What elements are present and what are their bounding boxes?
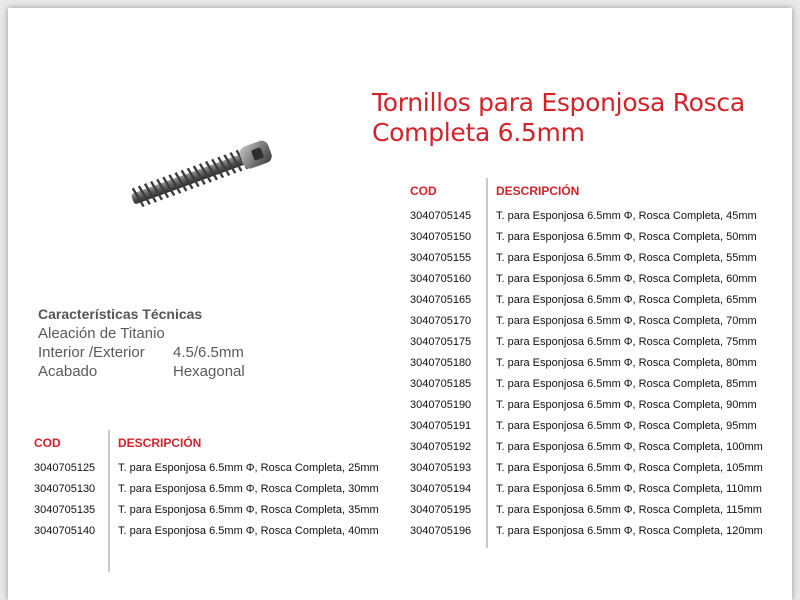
product-code: 3040705145 (410, 210, 472, 222)
product-description: T. para Esponjosa 6.5mm Φ, Rosca Completa, 85mm (496, 378, 757, 390)
material-value: Aleación de Titanio (38, 325, 165, 342)
column-divider (486, 178, 488, 548)
product-description: T. para Esponjosa 6.5mm Φ, Rosca Completa, 80mm (496, 357, 757, 369)
product-description: T. para Esponjosa 6.5mm Φ, Rosca Completa, 115mm (496, 504, 762, 516)
spec-value: 4.5/6.5mm (173, 344, 244, 361)
page-title: Tornillos para Esponjosa Rosca Completa 6.5mm (372, 88, 745, 147)
product-description: T. para Esponjosa 6.5mm Φ, Rosca Completa, 60mm (496, 273, 757, 285)
screw-image (116, 134, 286, 214)
product-description: T. para Esponjosa 6.5mm Φ, Rosca Completa, 30mm (118, 483, 379, 495)
product-description: T. para Esponjosa 6.5mm Φ, Rosca Completa, 55mm (496, 252, 757, 264)
product-description: T. para Esponjosa 6.5mm Φ, Rosca Completa, 75mm (496, 336, 757, 348)
product-description: T. para Esponjosa 6.5mm Φ, Rosca Completa, 70mm (496, 315, 757, 327)
technical-specs (38, 306, 245, 381)
product-code: 3040705180 (410, 357, 472, 369)
spec-value: Hexagonal (173, 363, 245, 380)
product-code: 3040705192 (410, 441, 472, 453)
spec-label: Acabado (38, 363, 98, 380)
header-code: COD (410, 184, 437, 198)
product-code: 3040705125 (34, 462, 96, 474)
product-code: 3040705191 (410, 420, 472, 432)
specs-row (38, 362, 245, 381)
product-code: 3040705170 (410, 315, 472, 327)
spec-label: Interior /Exterior (38, 344, 145, 361)
product-description: T. para Esponjosa 6.5mm Φ, Rosca Completa, 50mm (496, 231, 757, 243)
product-description: T. para Esponjosa 6.5mm Φ, Rosca Completa, 120mm (496, 525, 763, 537)
product-description: T. para Esponjosa 6.5mm Φ, Rosca Completa, 65mm (496, 294, 757, 306)
header-description: DESCRIPCIÓN (118, 436, 202, 450)
header-description: DESCRIPCIÓN (496, 184, 580, 198)
product-code: 3040705185 (410, 378, 472, 390)
product-description: T. para Esponjosa 6.5mm Φ, Rosca Completa, 100mm (496, 441, 763, 453)
product-code: 3040705193 (410, 462, 472, 474)
product-description: T. para Esponjosa 6.5mm Φ, Rosca Completa, 25mm (118, 462, 379, 474)
product-code: 3040705190 (410, 399, 472, 411)
specs-row (38, 343, 245, 362)
product-description: T. para Esponjosa 6.5mm Φ, Rosca Completa, 35mm (118, 504, 379, 516)
specs-heading: Características Técnicas (38, 306, 203, 322)
product-code: 3040705155 (410, 252, 472, 264)
product-description: T. para Esponjosa 6.5mm Φ, Rosca Completa, 110mm (496, 483, 762, 495)
product-description: T. para Esponjosa 6.5mm Φ, Rosca Completa, 95mm (496, 420, 757, 432)
product-description: T. para Esponjosa 6.5mm Φ, Rosca Completa, 105mm (496, 462, 763, 474)
specs-material (38, 324, 245, 343)
product-code: 3040705135 (34, 504, 96, 516)
header-code: COD (34, 436, 61, 450)
product-code: 3040705150 (410, 231, 472, 243)
product-code: 3040705165 (410, 294, 472, 306)
product-description: T. para Esponjosa 6.5mm Φ, Rosca Completa, 40mm (118, 525, 379, 537)
product-code: 3040705175 (410, 336, 472, 348)
product-code: 3040705160 (410, 273, 472, 285)
product-code: 3040705196 (410, 525, 472, 537)
product-description: T. para Esponjosa 6.5mm Φ, Rosca Completa, 90mm (496, 399, 757, 411)
product-code: 3040705195 (410, 504, 472, 516)
catalog-page (8, 8, 792, 600)
product-code: 3040705140 (34, 525, 96, 537)
column-divider (108, 430, 110, 572)
product-code: 3040705194 (410, 483, 472, 495)
product-code: 3040705130 (34, 483, 96, 495)
product-description: T. para Esponjosa 6.5mm Φ, Rosca Completa, 45mm (496, 210, 757, 222)
